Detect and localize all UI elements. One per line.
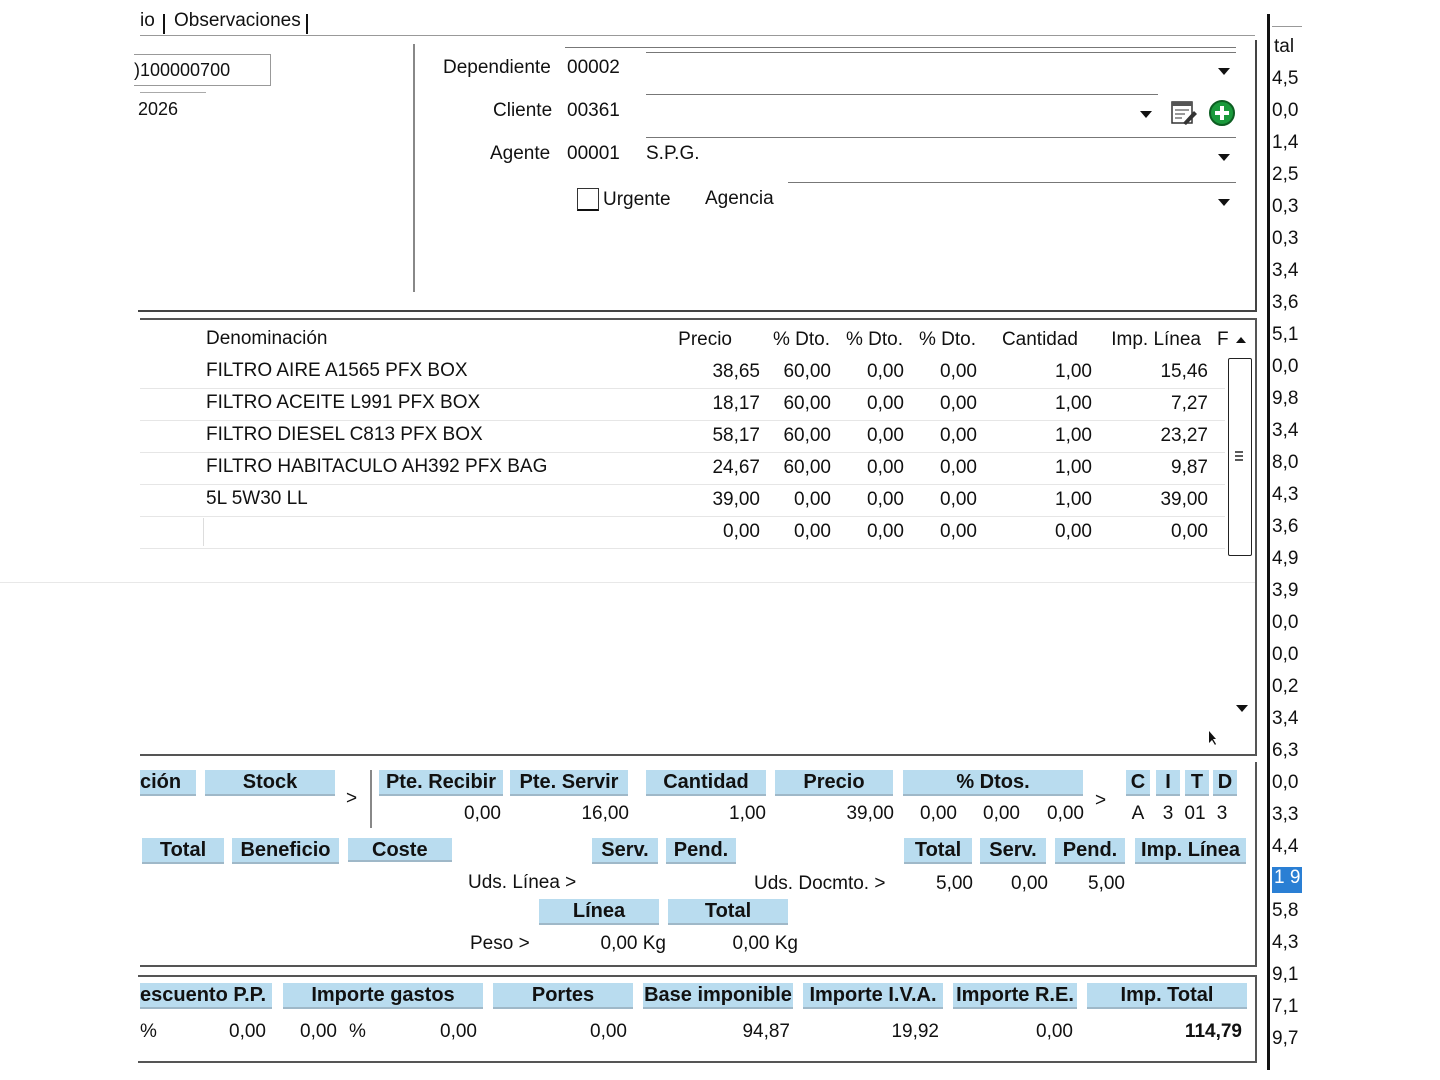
right-column-cell[interactable]: 1 9 [1272,867,1302,893]
header-total-peso: Total [668,899,788,925]
document-number-field[interactable]: )100000700 [134,54,271,86]
add-client-icon[interactable] [1208,99,1236,127]
right-column-cell[interactable]: 3,4 [1272,260,1299,281]
agente-label: Agente [490,143,551,164]
right-column-cell[interactable]: 3,6 [1272,292,1299,313]
row-separator [140,420,1225,421]
dto2-cell[interactable]: 0,00 [867,361,904,382]
detail-separator [370,770,372,828]
header-beneficio: Beneficio [232,838,339,864]
header-pend: Pend. [666,838,736,864]
dto2-value[interactable]: 0,00 [983,803,1020,824]
column-header-imp-linea[interactable]: Imp. Línea [1111,329,1201,350]
base-imponible-value: 94,87 [742,1021,790,1042]
row-separator [140,484,1225,485]
header-total: Total [142,838,224,864]
right-column-cell[interactable]: 1,4 [1272,132,1299,153]
header-cantidad: Cantidad [646,770,766,796]
stock-more-button[interactable]: > [346,788,358,809]
dto3-cell[interactable]: 0,00 [940,489,977,510]
tab-divider [306,14,308,34]
right-column-cell[interactable]: 8,0 [1272,452,1299,473]
cantidad-cell[interactable]: 1,00 [1055,489,1092,510]
imp-linea-cell[interactable]: 39,00 [1160,489,1208,510]
right-column-cell[interactable]: 3,4 [1272,708,1299,729]
panel-separator [413,44,415,292]
right-column-cell[interactable]: 0,0 [1272,644,1299,665]
right-column-cell[interactable]: 5,1 [1272,324,1299,345]
field-border [646,52,1236,53]
imp-total-value: 114,79 [1184,1021,1242,1042]
right-column-cell[interactable]: 3,9 [1272,580,1299,601]
right-column-cell[interactable]: 0,0 [1272,100,1299,121]
column-header-denominacion[interactable]: Denominación [206,328,328,349]
grid-top-border [140,318,1257,320]
cliente-label: Cliente [493,100,553,121]
grid-right-border [1255,318,1257,756]
dto1-cell[interactable]: 60,00 [783,361,831,382]
field-border [565,47,1236,48]
date-field[interactable]: 2026 [138,99,179,119]
right-column-cell[interactable]: 0,2 [1272,676,1299,697]
pte-recibir-value: 0,00 [464,803,501,824]
uds-serv-value: 0,00 [1011,873,1048,894]
precio-cell[interactable]: 24,67 [712,457,760,478]
dto2-cell[interactable]: 0,00 [867,521,904,542]
uds-docmto-label: Uds. Docmto. > [754,873,886,894]
right-column-cell[interactable]: 7,1 [1272,996,1299,1017]
dto3-cell[interactable]: 0,00 [940,425,977,446]
peso-total-value: 0,00 Kg [732,933,798,954]
right-column-cell[interactable]: 3,3 [1272,804,1299,825]
right-column-cell[interactable]: 0,0 [1272,612,1299,633]
header-importe-re: Importe R.E. [953,983,1077,1009]
gastos-pct-sign: % [349,1021,366,1042]
right-column-cell[interactable]: 4,5 [1272,68,1299,89]
dto2-cell[interactable]: 0,00 [867,457,904,478]
tab-observaciones[interactable]: Observaciones [174,10,301,31]
column-header-cantidad[interactable]: Cantidad [1001,329,1078,350]
mouse-cursor-icon [1207,730,1217,746]
header-importe-gastos: Importe gastos [283,983,483,1009]
urgente-label: Urgente [603,189,671,210]
dto3-cell[interactable]: 0,00 [940,521,977,542]
dtos-more-button[interactable]: > [1095,790,1107,811]
row-separator [140,516,1225,517]
c-value: A [1131,803,1145,824]
right-column-cell[interactable]: 0,3 [1272,196,1299,217]
dto1-cell[interactable]: 60,00 [783,457,831,478]
agencia-label: Agencia [705,188,774,209]
cantidad-value[interactable]: 1,00 [729,803,766,824]
cantidad-cell[interactable]: 1,00 [1055,393,1092,414]
header-pend-docmto: Pend. [1055,838,1125,864]
dto1-value[interactable]: 0,00 [920,803,957,824]
right-column-header: tal [1274,36,1295,57]
scroll-up-icon[interactable] [1236,337,1246,343]
row-separator [140,452,1225,453]
tab-divider [163,14,165,34]
cliente-code-field[interactable]: 00361 [567,100,620,121]
cantidad-cell[interactable]: 0,00 [1055,521,1092,542]
precio-cell[interactable]: 39,00 [712,489,760,510]
precio-cell[interactable]: 18,17 [712,393,760,414]
field-border [788,182,1236,183]
header-importe-iva: Importe I.V.A. [803,983,943,1009]
header-d: D [1213,770,1237,796]
denominacion-cell[interactable]: FILTRO HABITACULO AH392 PFX BAG [206,456,548,477]
dto3-cell[interactable]: 0,00 [940,393,977,414]
grip-icon [1234,449,1244,463]
right-column-cell[interactable]: 9,1 [1272,964,1299,985]
header-coste: Coste [348,838,452,862]
uds-pend-value: 5,00 [1088,873,1125,894]
cantidad-cell[interactable]: 1,00 [1055,361,1092,382]
header-total-docmto: Total [904,838,972,864]
peso-linea-value: 0,00 Kg [600,933,666,954]
header-pte-recibir: Pte. Recibir [379,770,503,796]
precio-cell[interactable]: 0,00 [723,521,760,542]
dropdown-arrow-icon[interactable] [1218,68,1230,75]
right-column-cell[interactable]: 9,7 [1272,1028,1299,1049]
t-value: 01 [1184,803,1206,824]
grid-bottom-border [140,754,1257,756]
right-column-cell[interactable]: 4,3 [1272,484,1299,505]
imp-linea-cell[interactable]: 0,00 [1171,521,1208,542]
faint-divider [0,582,1255,583]
header-cion: ción [140,770,196,796]
denominacion-cell[interactable]: 5L 5W30 LL [206,488,308,509]
header-serv: Serv. [592,838,658,864]
gastos-pct-value[interactable]: 0,00 [300,1021,337,1042]
dropdown-arrow-icon[interactable] [1218,199,1230,206]
portes-value[interactable]: 0,00 [590,1021,627,1042]
right-column-cell[interactable]: 3,4 [1272,420,1299,441]
scroll-down-icon[interactable] [1236,705,1248,712]
header-base-imponible: Base imponible [643,983,793,1009]
precio-cell[interactable]: 58,17 [712,425,760,446]
field-border [646,137,1236,138]
row-separator [140,548,1225,549]
denominacion-cell[interactable]: FILTRO AIRE A1565 PFX BOX [206,360,468,381]
uds-total-value: 5,00 [936,873,973,894]
header-imp-total: Imp. Total [1087,983,1247,1009]
dependiente-label: Dependiente [443,57,551,78]
dependiente-code-field[interactable]: 00002 [567,57,620,78]
descuento-pct-sign: % [140,1021,157,1042]
right-column-cell[interactable]: 4,4 [1272,836,1299,857]
right-column-cell[interactable]: 4,9 [1272,548,1299,569]
i-value: 3 [1162,803,1174,824]
dto1-cell[interactable]: 0,00 [794,489,831,510]
right-panel-border [1267,14,1270,1070]
header-dtos: % Dtos. [903,770,1083,796]
right-panel-top-line [1272,26,1302,27]
header-serv-docmto: Serv. [980,838,1046,864]
d-value: 3 [1216,803,1228,824]
header-stock: Stock [205,770,335,796]
precio-value[interactable]: 39,00 [846,803,894,824]
denominacion-cell[interactable]: FILTRO DIESEL C813 PFX BOX [206,424,483,445]
dto1-cell[interactable]: 60,00 [783,425,831,446]
header-t: T [1185,770,1209,796]
column-header-dto2[interactable]: % Dto. [845,329,903,350]
tab-strip-line [140,35,1255,36]
peso-label: Peso > [470,933,530,954]
cantidad-cell[interactable]: 1,00 [1055,457,1092,478]
dto2-cell[interactable]: 0,00 [867,425,904,446]
importe-re-value: 0,00 [1036,1021,1073,1042]
tab-partial[interactable]: io [140,10,155,31]
dto1-cell[interactable]: 60,00 [783,393,831,414]
header-imp-linea: Imp. Línea [1135,838,1246,864]
imp-linea-cell[interactable]: 15,46 [1160,361,1208,382]
denominacion-cell[interactable]: FILTRO ACEITE L991 PFX BOX [206,392,481,413]
importe-iva-value: 19,92 [891,1021,939,1042]
pte-servir-value: 16,00 [581,803,629,824]
dto3-value[interactable]: 0,00 [1047,803,1084,824]
dto2-cell[interactable]: 0,00 [867,393,904,414]
field-border [646,94,1158,95]
right-column-cell[interactable]: 6,3 [1272,740,1299,761]
right-column-cell[interactable]: 4,3 [1272,932,1299,953]
header-precio: Precio [775,770,893,796]
right-column-cell[interactable]: 0,0 [1272,356,1299,377]
header-portes: Portes [493,983,633,1009]
dto2-cell[interactable]: 0,00 [867,489,904,510]
header-linea: Línea [539,899,659,925]
urgente-checkbox[interactable] [577,188,599,211]
right-column-cell[interactable]: 5,8 [1272,900,1299,921]
precio-cell[interactable]: 38,65 [712,361,760,382]
column-header-f[interactable]: F [1217,329,1229,350]
dropdown-arrow-icon[interactable] [1218,154,1230,161]
field-underline [140,92,206,93]
right-column-cell[interactable]: 9,8 [1272,388,1299,409]
cantidad-cell[interactable]: 1,00 [1055,425,1092,446]
header-pte-servir: Pte. Servir [510,770,628,796]
imp-linea-cell[interactable]: 9,87 [1171,457,1208,478]
uds-linea-label: Uds. Línea > [468,872,577,893]
right-column-cell[interactable]: 2,5 [1272,164,1299,185]
dto1-cell[interactable]: 0,00 [794,521,831,542]
column-header-precio[interactable]: Precio [678,329,732,350]
header-descuento-pp: escuento P.P. [140,983,272,1009]
header-i: I [1156,770,1180,796]
row-separator [140,388,1225,389]
dto3-cell[interactable]: 0,00 [940,361,977,382]
right-column-cell[interactable]: 0,3 [1272,228,1299,249]
imp-linea-cell[interactable]: 23,27 [1160,425,1208,446]
edit-client-icon[interactable] [1170,99,1198,127]
right-column-cell[interactable]: 0,0 [1272,772,1299,793]
column-separator [203,518,204,546]
header-c: C [1126,770,1150,796]
detail-bottom-border [140,965,1257,967]
header-panel [138,40,1257,312]
detail-right-border [1255,762,1257,967]
column-header-dto1[interactable]: % Dto. [772,329,830,350]
importe-gastos-value[interactable]: 0,00 [440,1021,477,1042]
agente-code-field[interactable]: 00001 [567,143,620,164]
right-column-cell[interactable]: 3,6 [1272,516,1299,537]
descuento-pp-value[interactable]: 0,00 [229,1021,266,1042]
dto3-cell[interactable]: 0,00 [940,457,977,478]
agente-name-field[interactable]: S.P.G. [646,143,700,164]
imp-linea-cell[interactable]: 7,27 [1171,393,1208,414]
column-header-dto3[interactable]: % Dto. [918,329,976,350]
dropdown-arrow-icon[interactable] [1140,111,1152,118]
